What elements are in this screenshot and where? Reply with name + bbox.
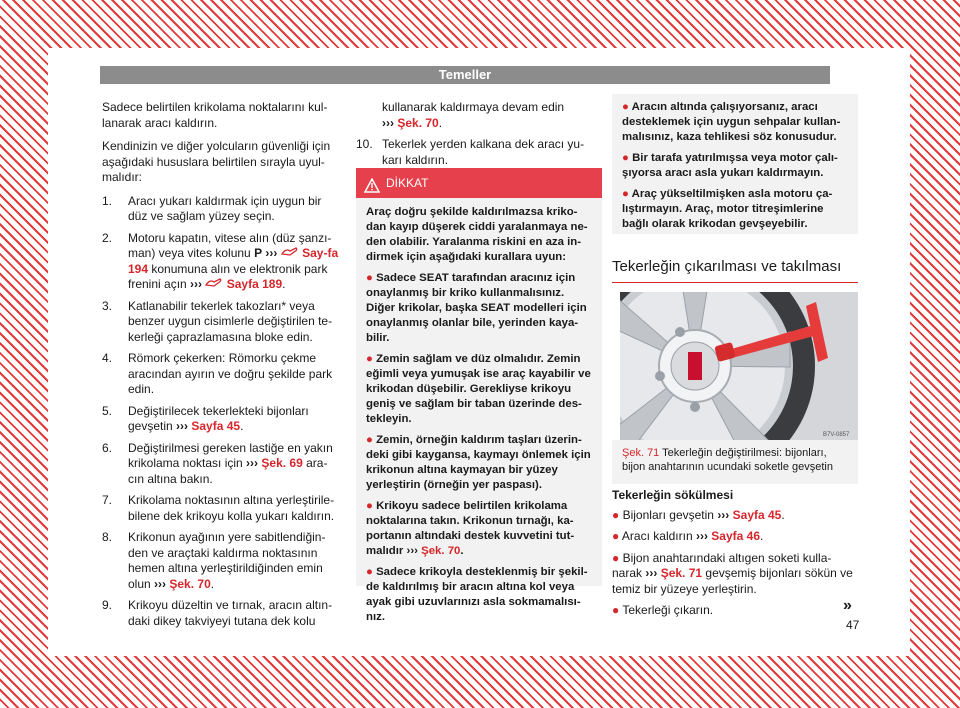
intro-paragraph-2: Kendinizin ve diğer yolcuların güvenliği için aşağıdaki hususlara belirtilen sırayla uyul-malıdır: <box>102 139 331 184</box>
warning-body <box>356 198 602 625</box>
intro-paragraph-1: Sadece belirtilen krikolama noktalarını kul-lanarak aracı kaldırın. <box>102 100 328 130</box>
removal-item: ● Bijon anahtarındaki altıgen soketi kulla-narak ››› Şek. 71 gevşemiş bijonları sökün ve temiz bir yüzeye yerleştirin. <box>612 550 853 596</box>
warning-item: ● Krikoyu sadece belirtilen krikolama noktalarına takın. Krikonun tırnağı, ka-portanın altındaki destek kuvvetini tut-malıdır ››› Şek. 70. <box>366 500 575 557</box>
figure-caption: Şek. 71 Tekerleğin değiştirilmesi: bijonları, bijon anahtarının ucundaki soketle gevşetin <box>612 440 858 484</box>
hand-icon <box>281 246 299 260</box>
page-header: Temeller <box>100 66 830 84</box>
figure-link[interactable]: Şek. 69 <box>261 456 303 470</box>
section-divider <box>612 282 858 283</box>
figure-link[interactable]: Şek. 71 <box>660 566 703 580</box>
step-item: 1. Aracı yukarı kaldırmak için uygun bir düz ve sağlam yüzey seçin. <box>102 193 322 223</box>
step-item: 10. Tekerlek yerden kalkana dek aracı yu-karı kaldırın. <box>356 137 585 167</box>
page-link[interactable]: Sayfa 45 <box>732 507 782 522</box>
page-link[interactable]: Sayfa 45 <box>191 419 241 433</box>
step-item: 7. Krikolama noktasının altına yerleştirile-bilene dek krikoyu kolla yukarı kaldırın. <box>102 493 335 523</box>
section-title: Tekerleğin çıkarılması ve takılması <box>612 258 842 275</box>
figure-link[interactable]: Şek. 70 <box>397 115 439 130</box>
step-item: 8. Krikonun ayağının yere sabitlendiğin-den ve araçtaki kaldırma noktasının hemen altına yerleştirildiğinden emin olun ››› Şek. 70. <box>102 530 326 591</box>
warning-item: ● Sadece SEAT tarafından aracınız için onaylanmış bir kriko kullanmalısınız. Diğer krikolar, başka SEAT modelleri için onaylanmış olanlar bile, yerinden kaya-bilir. <box>366 272 587 344</box>
page-link[interactable]: Say-fa 194 <box>128 246 339 276</box>
warning-box <box>356 168 602 623</box>
hand-icon <box>205 277 223 291</box>
warning-item: ● Zemin, örneğin kaldırım taşları üzerin-deki gibi kaygansa, kaymayı önlemek için krikonun altına kaymayan bir yüzey yerleştirin (örneğin yer paspası). <box>366 434 591 491</box>
step-item: 9. Krikoyu düzeltin ve tırnak, aracın altın-daki dikey takviyeyi tutana dek kolu <box>102 598 333 628</box>
warning-item: ● Bir tarafa yatırılmışsa veya motor çalı-şıyorsa aracı asla yukarı kaldırmayın. <box>622 152 838 179</box>
warning-item: ● Sadece krikoyla desteklenmiş bir şekil-de kaldırılmış bir aracın altına kol veya ayak gibi uzuvlarınızı asla sokmamalısı-nız. <box>366 566 588 623</box>
warning-icon <box>364 174 380 204</box>
step-continuation: kullanarak kaldırmaya devam edin ››› Şek. 70. <box>382 100 565 130</box>
continue-icon: » <box>843 597 852 614</box>
wheel-illustration <box>620 292 858 440</box>
step-item: 3. Katlanabilir tekerlek takozları* veya benzer uygun cisimlerle değiştirilen te-kerleği çaprazlamasına bloke edin. <box>102 298 333 344</box>
step-item: 5. Değiştirilecek tekerlekteki bijonları gevşetin ››› Sayfa 45. <box>102 403 309 433</box>
removal-section <box>612 488 858 625</box>
ref-arrow: ››› <box>265 246 278 260</box>
removal-heading: Tekerleğin sökülmesi <box>612 488 734 502</box>
steps-list <box>102 194 342 630</box>
middle-column-top <box>356 100 602 168</box>
warning-item: ● Zemin sağlam ve düz olmalıdır. Zemin eğimli veya yumuşak ise araç kayabilir ve krikodan düşebilir. Gerekliyse krikoyu geniş ve sağlam bir taban üzerinde des-tekleyin. <box>366 353 591 425</box>
step-item: 4. Römork çekerken: Römorku çekme aracından ayırın ve doğru şekilde park edin. <box>102 351 333 396</box>
warning-continuation-box <box>612 94 858 234</box>
removal-item: ● Bijonları gevşetin ››› Sayfa 45. <box>612 507 785 522</box>
removal-item: ● Tekerleği çıkarın. <box>612 603 714 617</box>
warning-header: DİKKAT <box>356 168 602 198</box>
warning-intro: Araç doğru şekilde kaldırılmazsa kriko-dan kayıp düşerek ciddi yaralanmaya ne-den olabilir. Yaralanma riskini en aza in-dirmek için aşağıdaki kurallara uyun: <box>366 206 588 263</box>
page-number: 47 <box>846 618 860 632</box>
step-item: 6. Değiştirilmesi gereken lastiğe en yakın krikolama noktası için ››› Şek. 69 ara-cın altına bakın. <box>102 440 333 486</box>
warning-item: ● Aracın altında çalışıyorsanız, aracı desteklemek için uygun sehpalar kullan-malısınız, kaza tehlikesi söz konusudur. <box>622 101 841 143</box>
figure-code: B7V-0857 <box>823 432 850 438</box>
page-link[interactable]: Sayfa 189 <box>226 277 283 291</box>
left-column <box>102 100 342 635</box>
figure-link[interactable]: Şek. 70 <box>421 545 461 557</box>
figure-link[interactable]: Şek. 70 <box>169 576 211 591</box>
wheel-figure <box>620 292 858 440</box>
removal-item: ● Aracı kaldırın ››› Sayfa 46. <box>612 529 764 543</box>
figure-label: Şek. 71 <box>622 447 660 459</box>
step-item: 2. Motoru kapatın, vitese alın (düz şanzı-man) veya vites kolunu P ››› Say-fa 194 konumuna alın ve elektronik park frenini açın ››› Sayfa 189. <box>102 230 339 291</box>
warning-item: ● Araç yükseltilmişken asla motoru ça-lıştırmayın. Araç, motor titreşimlerine bağlı olarak krikodan gevşeyebilir. <box>622 188 833 230</box>
page-link[interactable]: Sayfa 46 <box>711 529 760 543</box>
